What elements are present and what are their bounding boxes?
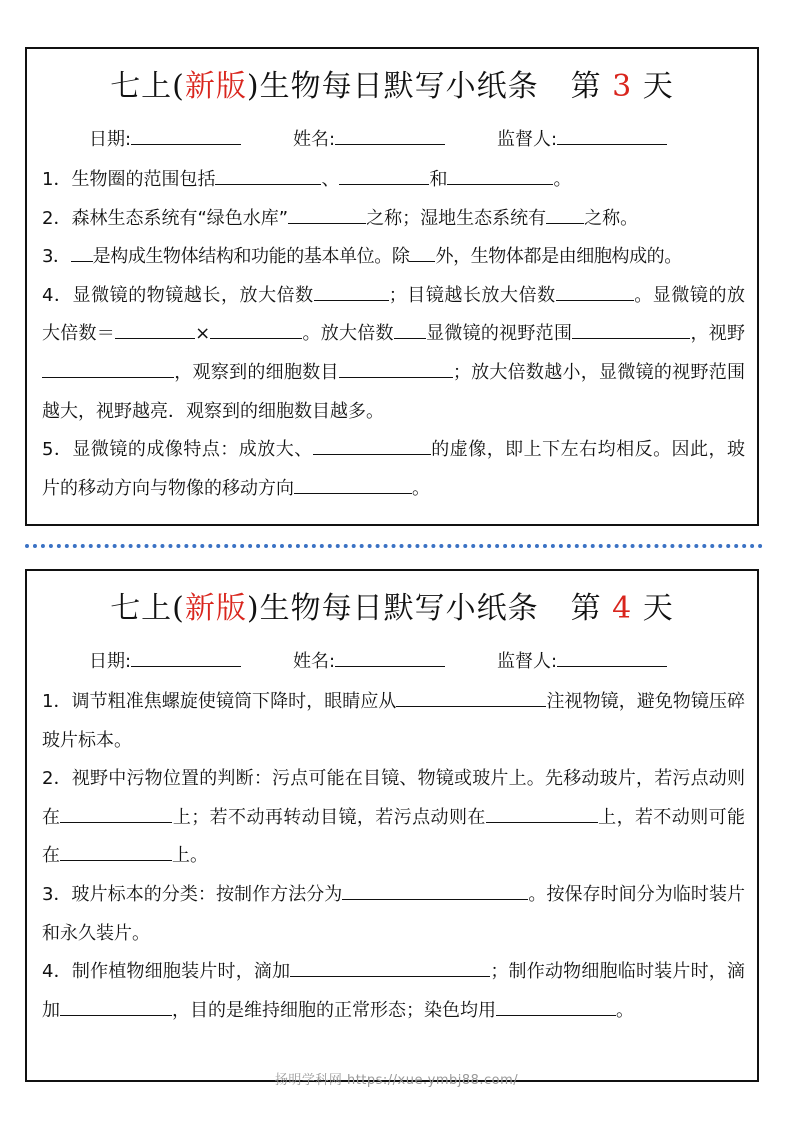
answer-blank[interactable] [60,841,172,861]
date-field[interactable]: 日期: [89,125,241,151]
answer-blank[interactable] [339,358,453,378]
name-field[interactable]: 姓名: [293,125,445,151]
question-2: 2．森林生态系统有“绿色水库” 之称；湿地生态系统有 之称。 [42,200,745,239]
answer-blank[interactable] [290,957,490,977]
cut-line-divider [25,544,763,548]
slip-title: 七上(新版)生物每日默写小纸条 第 4 天 [110,591,674,626]
day-number: 4 [612,591,633,626]
dictation-slip-day-3 [25,47,759,526]
answer-blank[interactable] [546,204,584,224]
date-field[interactable]: 日期: [89,647,241,673]
answer-blank[interactable] [288,204,366,224]
supervisor-field[interactable]: 监督人: [497,125,667,151]
question-4: 4．显微镜的物镜越长，放大倍数 ；目镜越长放大倍数 。显微镜的放大倍数＝ × 。放大倍数 显微镜的视野范围 ，视野，观察到的细胞数目 ；放大倍数越小，显微镜的视野范围越大，视野越亮．观察到的细胞数目越多。 [42,277,745,431]
answer-blank[interactable] [60,996,172,1016]
supervisor-field[interactable]: 监督人: [497,647,667,673]
slip-title: 七上(新版)生物每日默写小纸条 第 3 天 [110,69,674,104]
answer-blank[interactable] [556,281,634,301]
info-row [27,125,757,155]
answer-blank[interactable] [396,687,546,707]
answer-blank[interactable] [496,996,616,1016]
question-3: 3． 是构成生物体结构和功能的基本单位。除 外，生物体都是由细胞构成的。 [42,238,745,277]
answer-blank[interactable] [342,880,528,900]
question-5: 5．显微镜的成像特点：成放大、 的虚像，即上下左右均相反。因此，玻片的移动方向与物像的移动方向 。 [42,431,745,508]
answer-blank[interactable] [60,803,172,823]
title-highlight: 新版 [184,591,247,626]
watermark-footer: 扬明学科网 https://xue.ymbj88.com/ [274,1073,519,1088]
answer-blank[interactable] [572,319,690,339]
name-field[interactable]: 姓名: [293,647,445,673]
question-2: 2．视野中污物位置的判断：污点可能在目镜、物镜或玻片上。先移动玻片，若污点动则在 上；若不动再转动目镜，若污点动则在 上，若不动则可能在 上。 [42,768,746,867]
answer-blank[interactable] [394,319,426,339]
answer-blank[interactable] [71,242,93,262]
answer-blank[interactable] [447,165,553,185]
answer-blank[interactable] [115,319,195,339]
answer-blank[interactable] [215,165,321,185]
dictation-slip-day-4 [25,569,759,1082]
question-4: 4．制作植物细胞装片时，滴加 ；制作动物细胞临时装片时，滴加 ，目的是维持细胞的正常形态；染色均用 。 [42,953,745,1030]
answer-blank[interactable] [210,319,302,339]
question-1: 1．调节粗准焦螺旋使镜筒下降时，眼睛应从 注视物镜，避免物镜压碎玻片标本。 [42,683,745,760]
answer-blank[interactable] [294,474,412,494]
answer-blank[interactable] [313,435,431,455]
question-3: 3．玻片标本的分类：按制作方法分为 。按保存时间分为临时装片和永久装片。 [42,876,745,953]
answer-blank[interactable] [339,165,429,185]
question-1: 1．生物圈的范围包括 、 和 。 [42,161,745,200]
day-number: 3 [612,69,633,104]
answer-blank[interactable] [314,281,389,301]
answer-blank[interactable] [409,242,435,262]
title-highlight: 新版 [184,69,247,104]
answer-blank[interactable] [486,803,598,823]
answer-blank[interactable] [42,358,174,378]
info-row [27,647,757,677]
